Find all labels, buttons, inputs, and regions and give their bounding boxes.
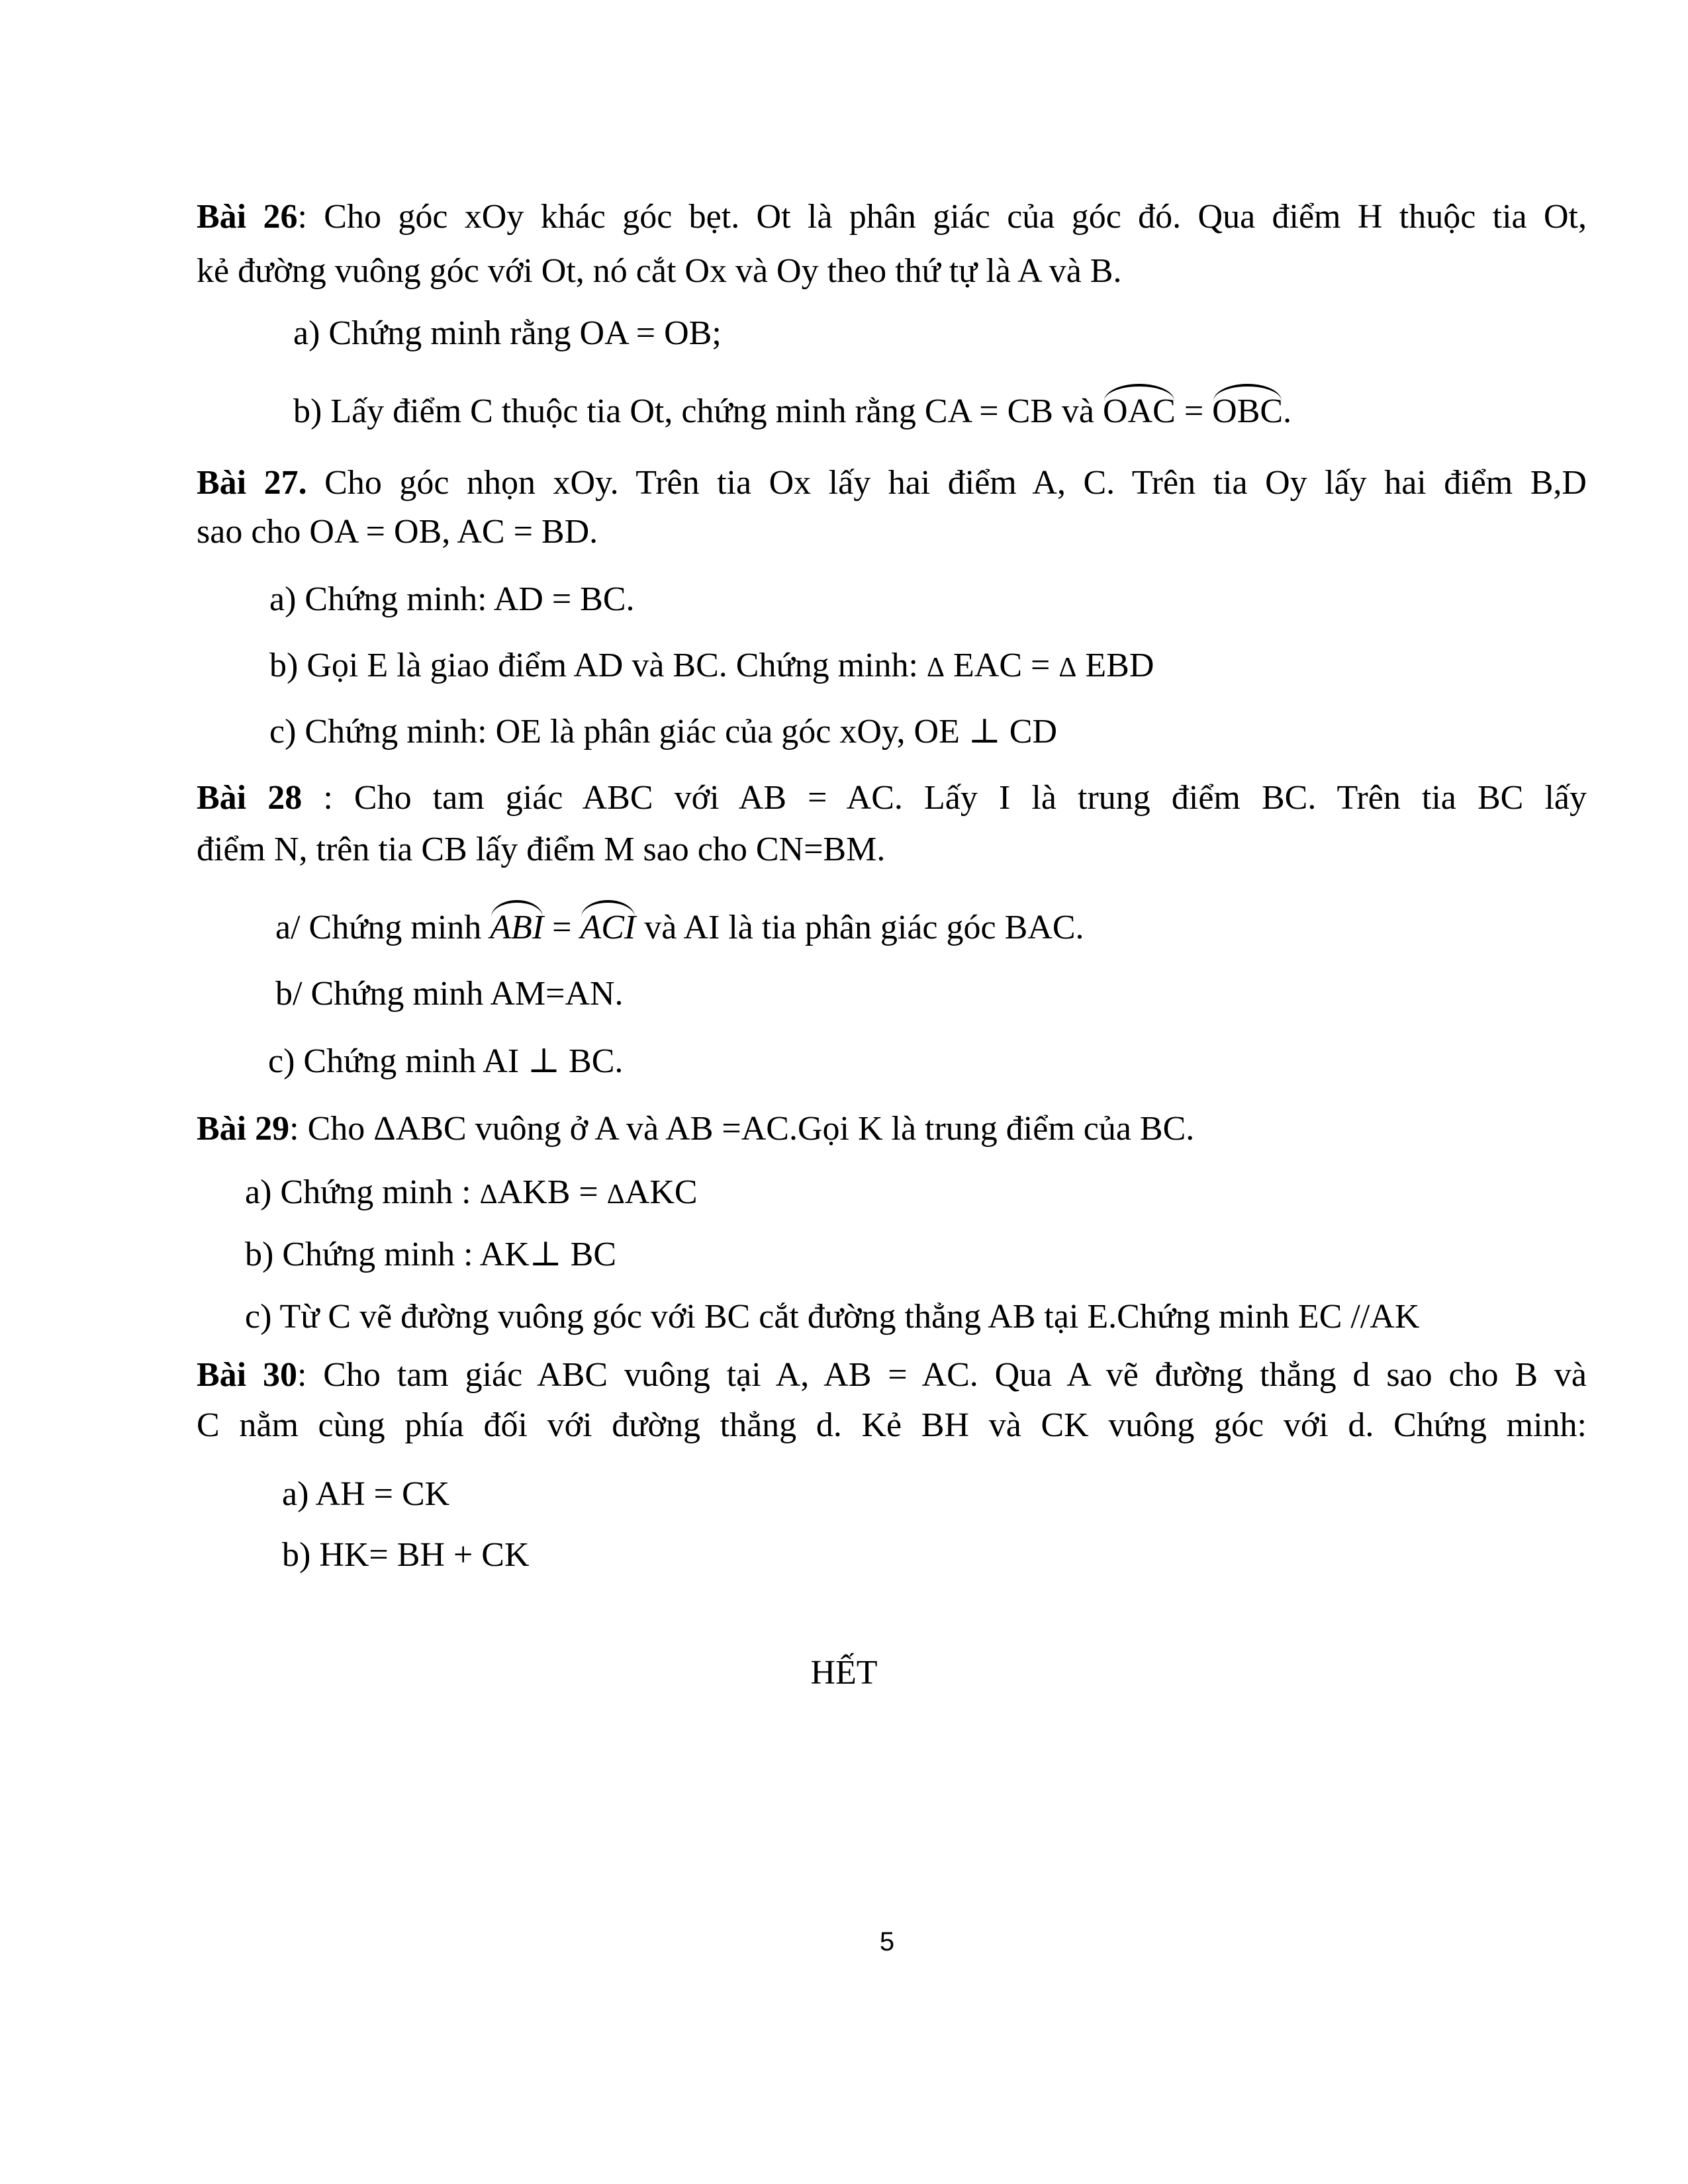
bai26-text1: : Cho góc xOy khác góc bẹt. Ot là phân giác của góc đó. Qua điểm H thuộc tia Ot, <box>297 198 1587 236</box>
triangle-symbol: Δ <box>927 653 945 683</box>
triangle-symbol: Δ <box>606 1179 625 1210</box>
bai26-line1 <box>197 196 1587 238</box>
bai26-line2: kẻ đường vuông góc với Ot, nó cắt Ox và Oy theo thứ tự là A và B. <box>197 252 1122 290</box>
bai27-part-c: c) Chứng minh: OE là phân giác của góc xOy, OE ⊥ CD <box>269 713 1058 751</box>
bai28-a-text: a/ Chứng minh <box>275 909 491 946</box>
triangle-symbol: Δ <box>1058 653 1077 683</box>
bai29-line1 <box>197 1108 1587 1150</box>
bai29-a-mid: AKB = <box>497 1173 607 1211</box>
bai28-a-post: và AI là tia phân giác góc BAC. <box>635 909 1084 946</box>
bai29-text1: : Cho ΔABC vuông ở A và AB =AC.Gọi K là trung điểm của BC. <box>289 1110 1195 1148</box>
bai27-b-text: b) Gọi E là giao điểm AD và BC. Chứng minh: <box>269 647 927 684</box>
bai28-text1: : Cho tam giác ABC với AB = AC. Lấy I là trung điểm BC. Trên tia BC lấy <box>302 779 1587 817</box>
bai30-title: Bài 30 <box>197 1356 297 1394</box>
bai26-b-dot: . <box>1283 392 1292 430</box>
bai30-part-a: a) AH = CK <box>282 1475 450 1513</box>
bai26-part-a: a) Chứng minh rằng OA = OB; <box>293 314 722 352</box>
bai27-line1 <box>197 462 1587 504</box>
bai28-part-c: c) Chứng minh AI ⊥ BC. <box>268 1042 624 1080</box>
angle-aci: ACI <box>580 909 636 946</box>
angle-oac: OAC <box>1103 392 1176 430</box>
bai29-part-a <box>245 1171 1635 1216</box>
bai26-part-b <box>293 390 1683 433</box>
bai27-b-mid: EAC = <box>945 647 1059 684</box>
bai30-text1: : Cho tam giác ABC vuông tại A, AB = AC. Qua A vẽ đường thẳng d sao cho B và <box>297 1356 1587 1394</box>
bai30-line2: C nằm cùng phía đối với đường thẳng d. Kẻ BH và CK vuông góc với d. Chứng minh: <box>197 1406 1587 1444</box>
bai29-a-post: AKC <box>624 1173 698 1211</box>
bai26-title: Bài 26 <box>197 198 298 236</box>
page-number: 5 <box>879 1927 895 1956</box>
bai27-line2: sao cho OA = OB, AC = BD. <box>197 513 598 551</box>
bai27-b-post: EBD <box>1076 647 1154 684</box>
bai28-part-a <box>275 907 1665 949</box>
bai27-part-b <box>269 645 1660 689</box>
angle-obc: OBC <box>1212 392 1284 430</box>
bai30-line1 <box>197 1354 1587 1396</box>
bai29-part-b: b) Chứng minh : AK⊥ BC <box>245 1236 617 1273</box>
bai28-part-b: b/ Chứng minh AM=AN. <box>275 975 624 1013</box>
bai28-line2: điểm N, trên tia CB lấy điểm M sao cho CN=BM. <box>197 831 886 868</box>
angle-abi: ABI <box>490 909 544 946</box>
bai28-a-eq: = <box>543 909 581 946</box>
bai26-b-eq: = <box>1175 392 1213 430</box>
bai27-title: Bài 27. <box>197 464 307 502</box>
end-marker: HẾT <box>810 1654 878 1692</box>
triangle-symbol: Δ <box>479 1179 498 1210</box>
bai27-text1: Cho góc nhọn xOy. Trên tia Ox lấy hai điểm A, C. Trên tia Oy lấy hai điểm B,D <box>306 464 1587 502</box>
bai30-part-b: b) HK= BH + CK <box>282 1536 530 1574</box>
bai28-title: Bài 28 <box>197 779 303 817</box>
bai29-part-c: c) Từ C vẽ đường vuông góc với BC cắt đường thẳng AB tại E.Chứng minh EC //AK <box>245 1298 1420 1336</box>
bai26-b-text: b) Lấy điểm C thuộc tia Ot, chứng minh rằng CA = CB và <box>293 392 1103 430</box>
bai28-line1 <box>197 777 1587 819</box>
bai27-part-a: a) Chứng minh: AD = BC. <box>269 580 635 618</box>
bai29-title: Bài 29 <box>197 1110 290 1148</box>
bai29-a-text: a) Chứng minh : <box>245 1173 480 1211</box>
